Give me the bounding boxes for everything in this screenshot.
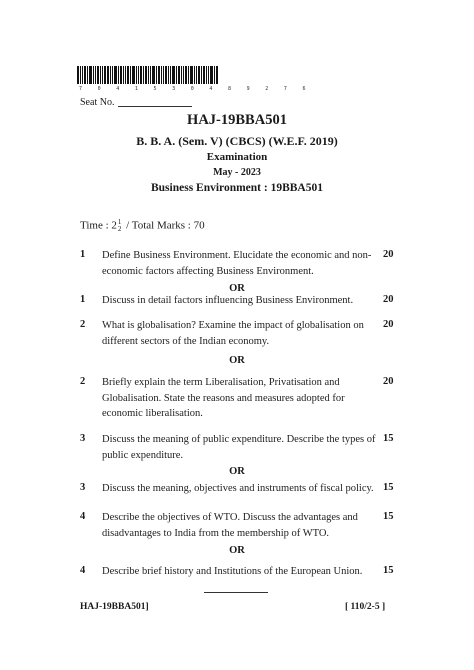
question-number: 2 — [80, 376, 86, 387]
question-number: 1 — [80, 249, 86, 260]
or-separator: OR — [229, 466, 245, 477]
time-marks-line — [80, 219, 205, 233]
question-number: 2 — [80, 319, 86, 330]
question-marks: 20 — [383, 376, 394, 387]
question-marks: 20 — [383, 249, 394, 260]
question-marks: 15 — [383, 433, 394, 444]
exam-title: Examination — [206, 151, 268, 163]
question-number: 3 — [80, 482, 86, 493]
question-text: Briefly explain the term Liberalisation, Privatisation and Globalisation. State the reasons and measures adopted for economic liberalisation. — [102, 377, 345, 419]
barcode — [77, 66, 237, 84]
question-marks: 20 — [383, 319, 394, 330]
footer-page-code: [ 110/2-5 ] — [345, 602, 386, 612]
question-text: Discuss the meaning of public expenditure. Describe the types of public expenditure. — [102, 434, 376, 461]
or-separator: OR — [229, 283, 245, 294]
footer-divider — [204, 592, 268, 593]
question-number: 4 — [80, 565, 86, 576]
question-number: 4 — [80, 511, 86, 522]
time-fraction: 1 2 — [117, 218, 122, 233]
paper-code: HAJ-19BBA501 — [187, 112, 287, 128]
question-text: Define Business Environment. Elucidate the economic and non-economic factors affecting Business Environment. — [102, 250, 372, 277]
question-number: 3 — [80, 433, 86, 444]
footer-paper-code: HAJ-19BBA501] — [80, 602, 149, 612]
subject-title: Business Environment : 19BBA501 — [150, 182, 323, 194]
or-separator: OR — [229, 355, 245, 366]
question-marks: 20 — [383, 294, 394, 305]
total-marks: / Total Marks : 70 — [126, 219, 205, 232]
course-title: B. B. A. (Sem. V) (CBCS) (W.E.F. 2019) — [136, 134, 338, 148]
seat-number-field — [118, 106, 192, 107]
question-number: 1 — [80, 294, 86, 305]
question-text: What is globalisation? Examine the impact of globalisation on different sectors of the Indian economy. — [102, 320, 364, 347]
exam-date: May - 2023 — [213, 167, 261, 178]
question-marks: 15 — [383, 482, 394, 493]
question-marks: 15 — [383, 511, 394, 522]
or-separator: OR — [229, 545, 245, 556]
seat-number-label: Seat No. — [80, 97, 115, 108]
barcode-digits: 7 0 4 1 5 3 0 4 8 9 2 7 6 — [79, 86, 312, 92]
question-marks: 15 — [383, 565, 394, 576]
question-text: Describe the objectives of WTO. Discuss the advantages and disadvantages to India from the membership of WTO. — [102, 512, 358, 539]
time-label: Time : 2 — [80, 219, 117, 232]
question-text: Discuss the meaning, objectives and instruments of fiscal policy. — [102, 483, 374, 494]
question-text: Discuss in detail factors influencing Business Environment. — [102, 295, 354, 306]
question-text: Describe brief history and Institutions of the European Union. — [102, 566, 363, 577]
